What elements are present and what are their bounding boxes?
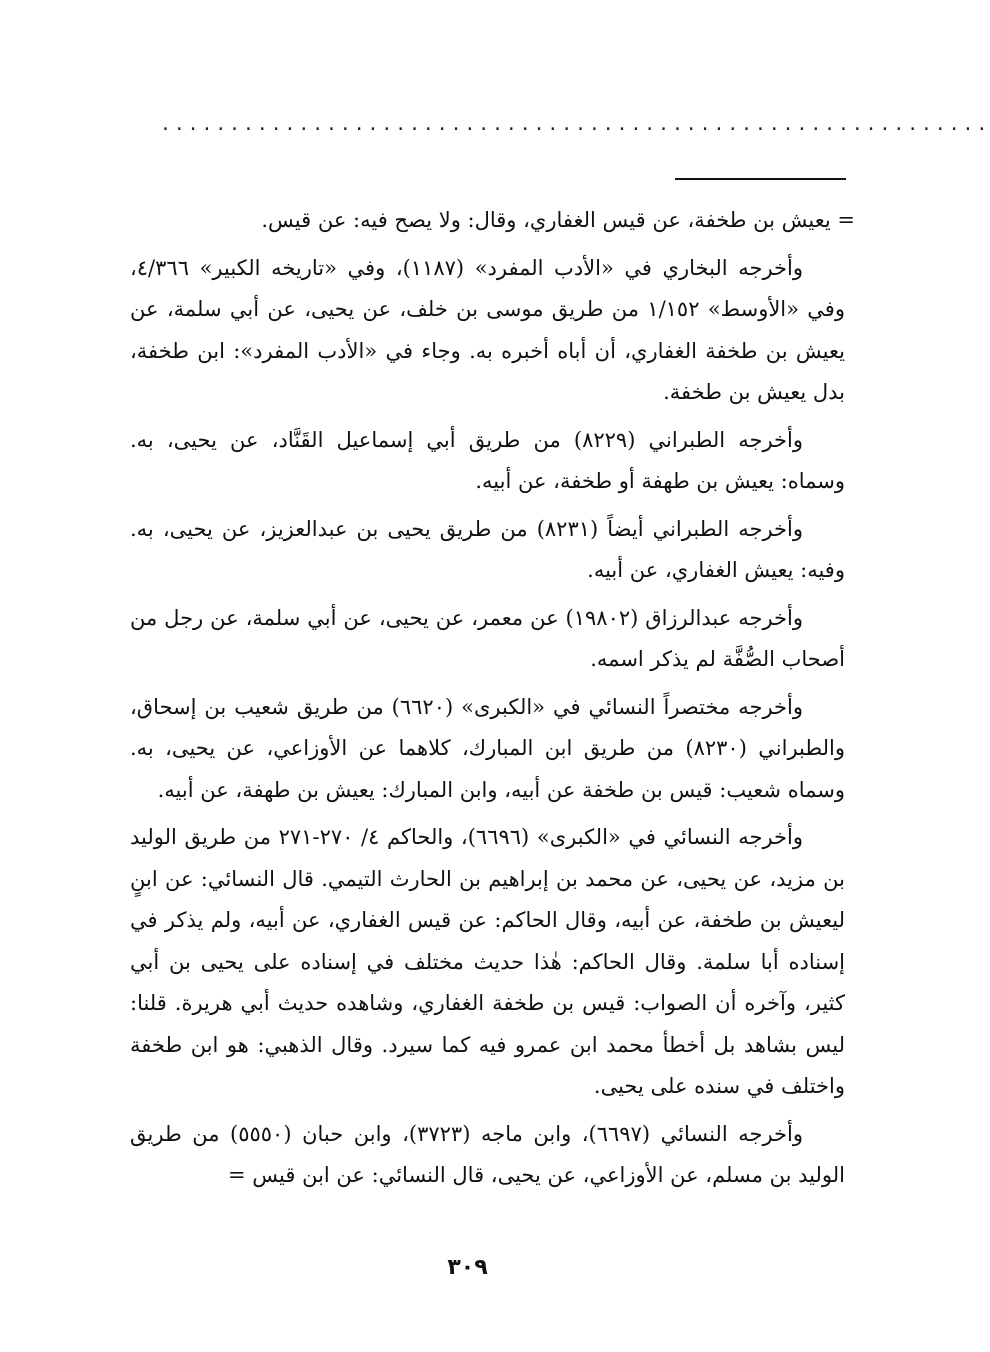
footnote-paragraph: وأخرجه عبدالرزاق (١٩٨٠٢) عن معمر، عن يحيى، عن أبي سلمة، عن رجل من أصحاب الصُّفَّة لم يذكر اسمه. <box>130 605 845 671</box>
footnotes-block <box>130 200 855 1203</box>
dot-leader: ............................................................ <box>160 114 990 135</box>
footnote-paragraph: وأخرجه الطبراني (٨٢٢٩) من طريق أبي إسماعيل القَنَّاد، عن يحيى، به. وسماه: يعيش بن طهفة أو طخفة، عن أبيه. <box>130 427 845 493</box>
footnote-paragraph: وأخرجه النسائي في «الكبرى» (٦٦٩٦)، والحاكم ٤/ ٢٧٠-٢٧١ من طريق الوليد بن مزيد، عن يحيى، عن محمد بن إبراهيم بن الحارث التيمي. قال النسائي: عن ابنٍ ليعيش بن طخفة، عن أبيه، وقال الحاكم: عن قيس الغفاري، عن أبيه، ولم يذكر في إسناده أبا سلمة. وقال الحاكم: هٰذا حديث مختلف في إسناده على يحيى بن أبي كثير، وآخره أن الصواب: قيس بن طخفة الغفاري، وشاهده حديث أبي هريرة. قلنا: ليس بشاهد بل أخطأ محمد ابن عمرو فيه كما سيرد. وقال الذهبي: هو ابن طخفة واختلف في سنده على يحيى. <box>130 825 845 1098</box>
footnote-paragraph: وأخرجه البخاري في «الأدب المفرد» (١١٨٧)، وفي «تاريخه الكبير» ٤/٣٦٦، وفي «الأوسط» ١/١٥٢ من طريق موسى بن خلف، عن يحيى، عن أبي سلمة، عن يعيش بن طخفة الغفاري، أن أباه أخبره به. وجاء في «الأدب المفرد»: ابن طخفة، بدل يعيش بن طخفة. <box>130 255 845 404</box>
footnote-separator <box>675 178 846 180</box>
footnote-paragraph: وأخرجه النسائي (٦٦٩٧)، وابن ماجه (٣٧٢٣)، وابن حبان (٥٥٥٠) من طريق الوليد بن مسلم، عن الأوزاعي، عن يحيى، قال النسائي: عن ابن قيس = <box>130 1121 845 1187</box>
footnote-paragraph: وأخرجه مختصراً النسائي في «الكبرى» (٦٦٢٠) من طريق شعيب بن إسحاق، والطبراني (٨٢٣٠) من طريق ابن المبارك، كلاهما عن الأوزاعي، عن يحيى، به. وسماه شعيب: قيس بن طخفة عن أبيه، وابن المبارك: يعيش بن طهفة، عن أبيه. <box>130 694 845 802</box>
footnote-paragraph-continuation: = يعيش بن طخفة، عن قيس الغفاري، وقال: ولا يصح فيه: عن قيس. <box>261 208 855 232</box>
footnote-paragraph: وأخرجه الطبراني أيضاً (٨٢٣١) من طريق يحيى بن عبدالعزيز، عن يحيى، به. وفيه: يعيش الغفاري، عن أبيه. <box>130 516 845 582</box>
page-number: ٣٠٩ <box>447 1255 488 1280</box>
